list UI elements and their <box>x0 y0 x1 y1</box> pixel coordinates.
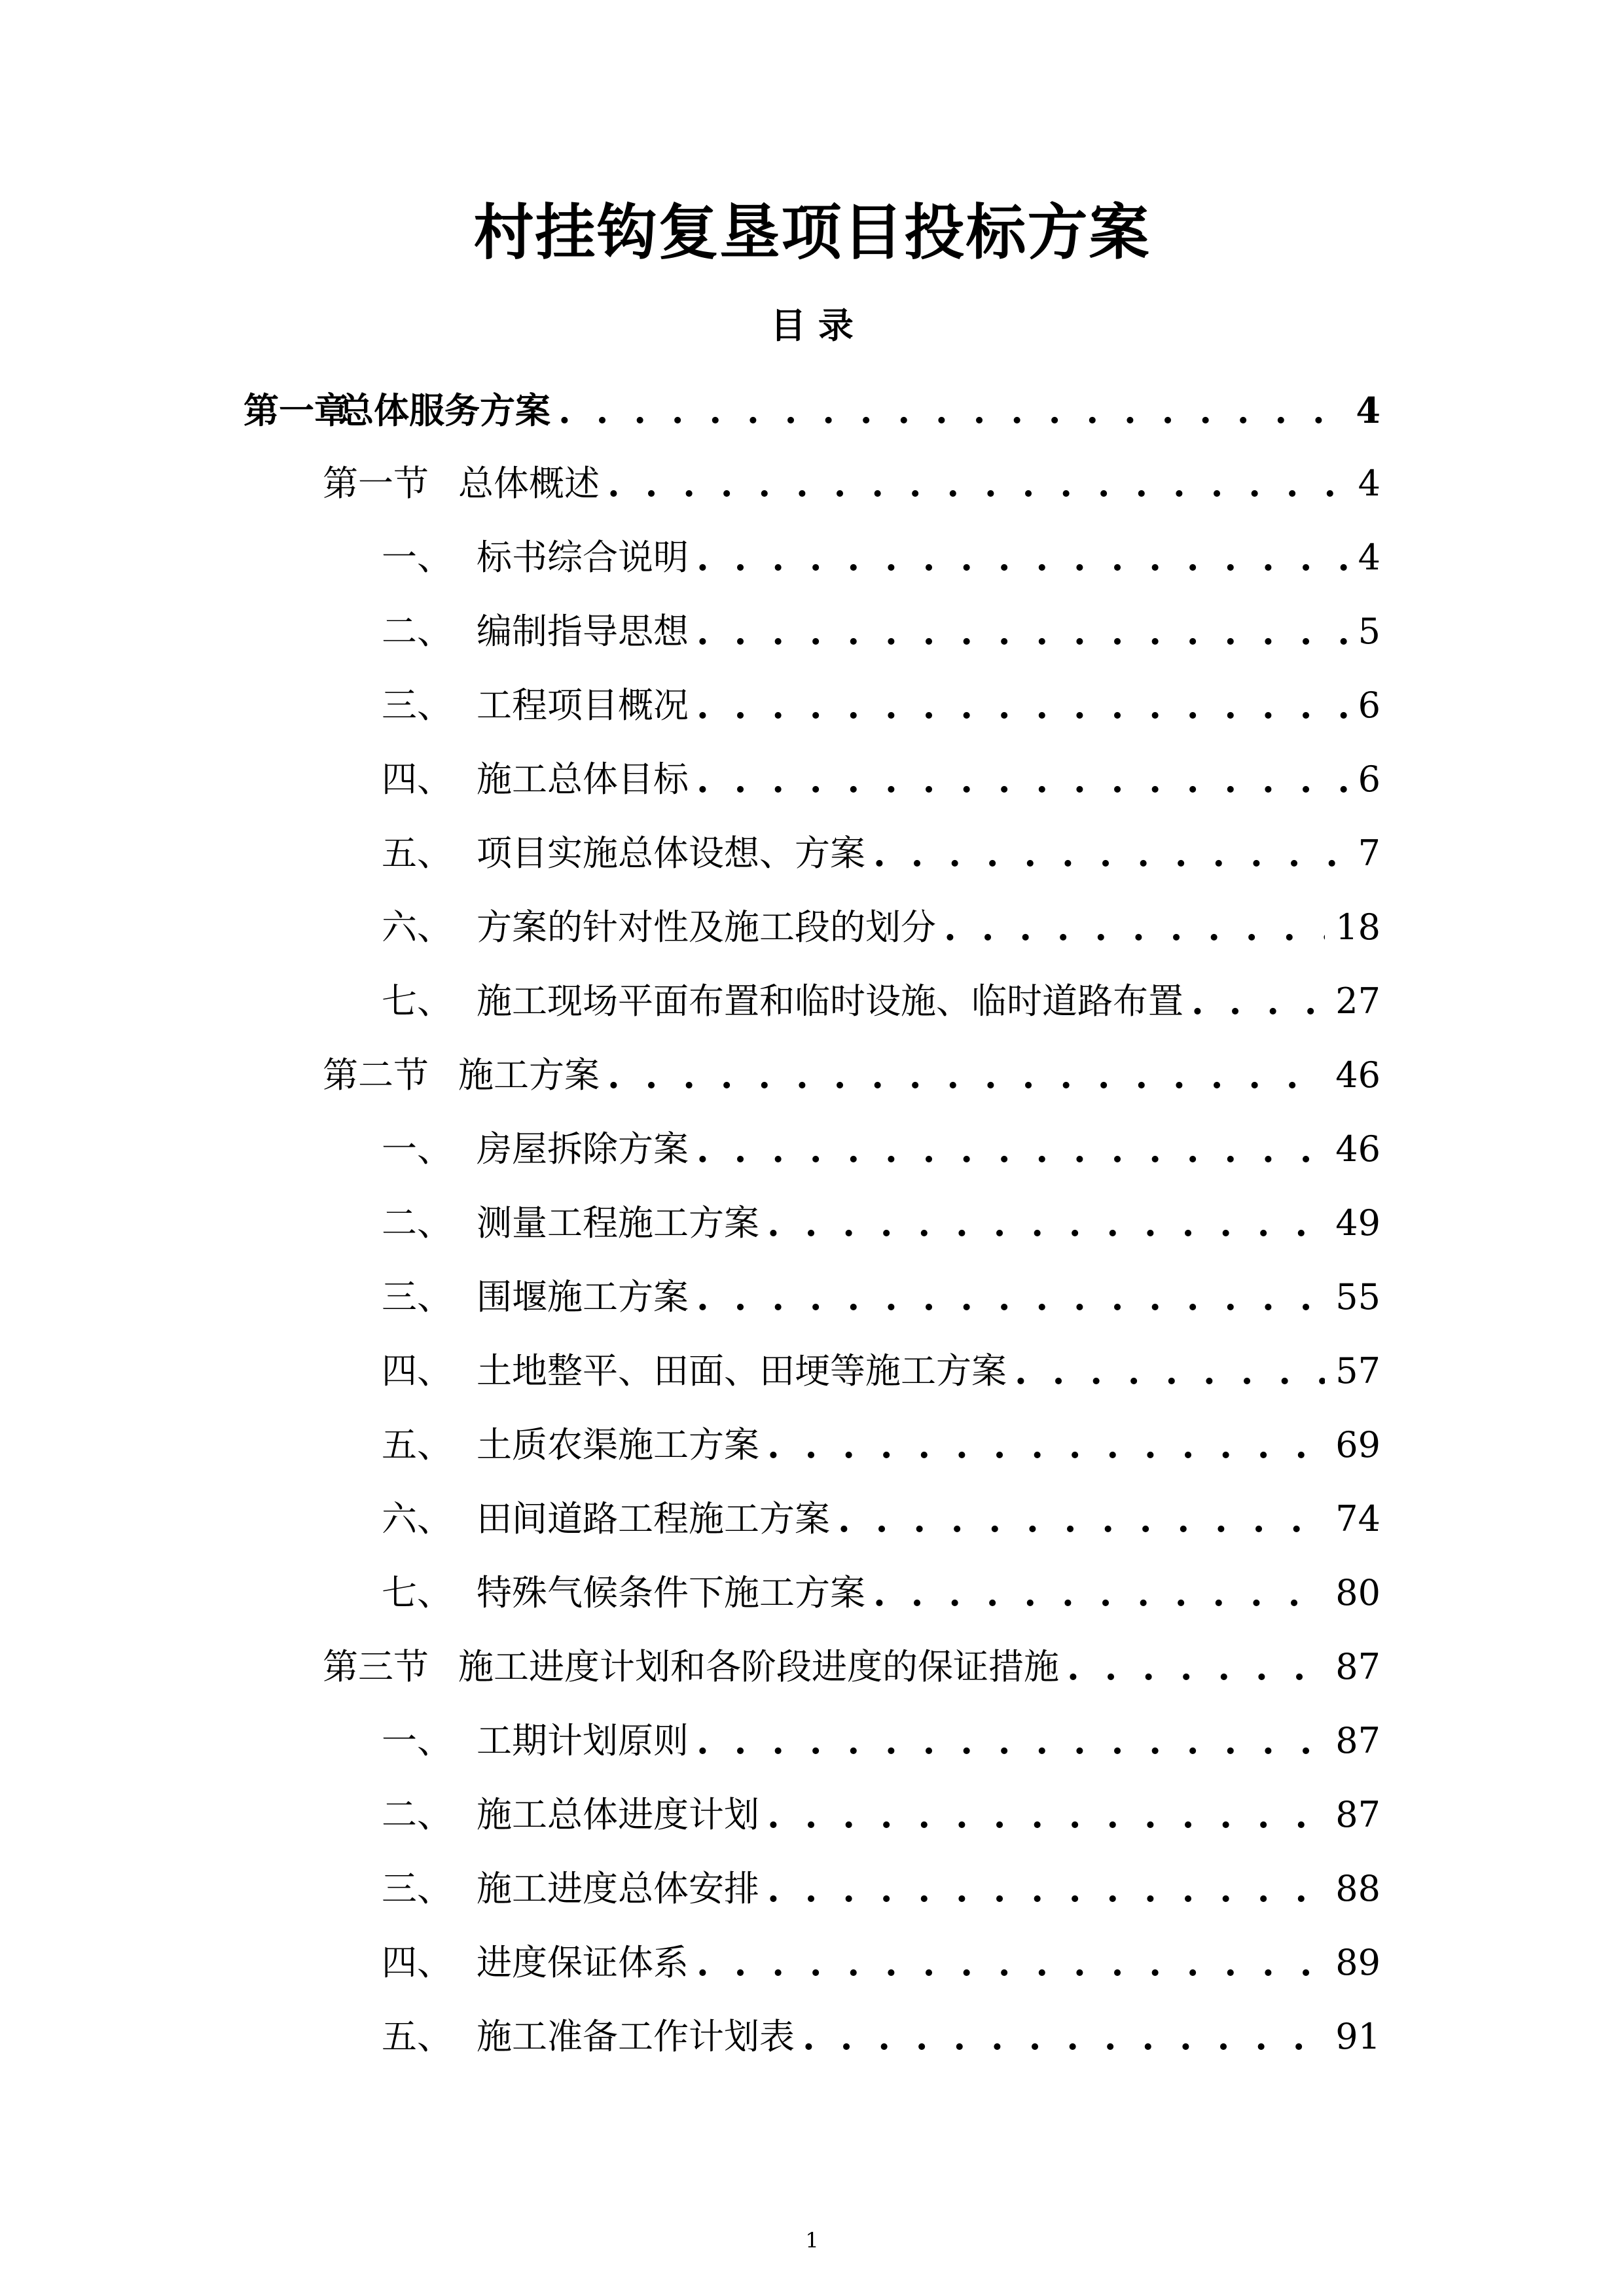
toc-dot-leader <box>696 540 1348 575</box>
toc-entry-item[interactable] <box>382 1854 1380 1907</box>
toc-entry-title: 项目实施总体设想、方案 <box>477 833 865 874</box>
toc-entry-item[interactable] <box>382 523 1380 578</box>
toc-entry-number: 二、 <box>382 1794 452 1835</box>
toc-entry-page: 80 <box>1335 1572 1380 1613</box>
toc-entry-title: 施工进度计划和各阶段进度的保证措施 <box>458 1646 1059 1687</box>
toc-entry-number: 五、 <box>382 1424 452 1465</box>
toc-entry-title: 方案的针对性及施工段的划分 <box>477 906 936 948</box>
toc-dot-leader <box>558 393 1345 428</box>
toc-entry-page: 69 <box>1335 1424 1380 1465</box>
toc-dot-leader <box>696 762 1348 797</box>
toc-entry-title: 工程项目概况 <box>477 685 689 726</box>
toc-entry-item[interactable] <box>382 745 1380 800</box>
toc-entry-page: 4 <box>1356 389 1380 431</box>
toc-entry-item[interactable] <box>382 1928 1380 1981</box>
toc-entry-item[interactable] <box>382 1115 1380 1170</box>
toc-dot-leader <box>1191 984 1325 1019</box>
toc-dot-leader <box>873 836 1348 871</box>
toc-entry-section[interactable] <box>323 1041 1380 1096</box>
toc-dot-leader <box>607 1058 1325 1093</box>
toc-entry-section[interactable] <box>323 449 1380 504</box>
toc-dot-leader <box>767 1797 1325 1833</box>
toc-entry-item[interactable] <box>382 1780 1380 1833</box>
toc-dot-leader <box>838 1501 1325 1537</box>
toc-entry-number: 六、 <box>382 1498 452 1539</box>
toc-entry-page: 89 <box>1335 1942 1380 1983</box>
toc-entry-title: 围堰施工方案 <box>477 1276 689 1318</box>
toc-entry-number: 第一节 <box>323 463 429 504</box>
toc-entry-number: 一、 <box>382 537 452 578</box>
toc-entry-item[interactable] <box>382 967 1380 1022</box>
toc-entry-number: 三、 <box>382 685 452 726</box>
toc-entry-title: 施工总体目标 <box>477 759 689 800</box>
page-number: 1 <box>805 2228 819 2253</box>
toc-entry-item[interactable] <box>382 1484 1380 1537</box>
toc-entry-number: 六、 <box>382 906 452 948</box>
toc-dot-leader <box>767 1871 1325 1907</box>
toc-entry-title: 施工总体进度计划 <box>477 1794 759 1835</box>
toc-entry-title: 总体概述 <box>458 463 600 504</box>
toc-entry-item[interactable] <box>382 1410 1380 1463</box>
toc-dot-leader <box>767 1427 1325 1463</box>
toc-dot-leader <box>1015 1354 1325 1389</box>
toc-entry-page: 6 <box>1358 759 1380 800</box>
toc-entry-title: 土地整平、田面、田埂等施工方案 <box>477 1350 1007 1391</box>
toc-dot-leader <box>696 614 1348 649</box>
toc-dot-leader <box>696 1723 1325 1759</box>
toc-dot-leader <box>873 1575 1325 1611</box>
toc-entry-item[interactable] <box>382 819 1380 874</box>
toc-entry-number: 四、 <box>382 1350 452 1391</box>
toc-entry-number: 三、 <box>382 1868 452 1909</box>
toc-dot-leader <box>1067 1649 1325 1685</box>
toc-entry-page: 49 <box>1335 1202 1380 1244</box>
toc-dot-leader <box>803 2019 1325 2054</box>
toc-dot-leader <box>767 1206 1325 1241</box>
toc-entry-page: 18 <box>1335 906 1380 948</box>
toc-entry-title: 测量工程施工方案 <box>477 1202 759 1244</box>
toc-entry-number: 五、 <box>382 2016 452 2057</box>
toc-entry-item[interactable] <box>382 1263 1380 1318</box>
toc-entry-page: 4 <box>1358 537 1380 578</box>
toc-entry-page: 46 <box>1335 1128 1380 1170</box>
toc-entry-number: 第一章 <box>244 389 350 431</box>
toc-entry-number: 第三节 <box>323 1646 429 1687</box>
toc-entry-item[interactable] <box>382 1336 1380 1389</box>
toc-entry-item[interactable] <box>382 671 1380 726</box>
toc-entry-page: 88 <box>1335 1868 1380 1909</box>
toc-entry-item[interactable] <box>382 893 1380 948</box>
toc-entry-item[interactable] <box>382 1189 1380 1244</box>
toc-entry-number: 七、 <box>382 980 452 1022</box>
toc-entry-title: 田间道路工程施工方案 <box>477 1498 830 1539</box>
toc-entry-title: 特殊气候条件下施工方案 <box>477 1572 865 1613</box>
toc-entry-title: 进度保证体系 <box>477 1942 689 1983</box>
toc-entry-page: 57 <box>1335 1350 1380 1391</box>
toc-entry-page: 4 <box>1358 463 1380 504</box>
toc-entry-page: 46 <box>1335 1054 1380 1096</box>
toc-entry-title: 编制指导思想 <box>477 611 689 652</box>
toc-dot-leader <box>696 1280 1325 1315</box>
toc-entry-item[interactable] <box>382 1558 1380 1611</box>
toc-entry-number: 一、 <box>382 1720 452 1761</box>
toc-entry-title: 施工准备工作计划表 <box>477 2016 795 2057</box>
toc-entry-number: 四、 <box>382 1942 452 1983</box>
toc-entry-title: 施工进度总体安排 <box>477 1868 759 1909</box>
toc-entry-page: 7 <box>1358 833 1380 874</box>
toc-entry-number: 七、 <box>382 1572 452 1613</box>
toc-entry-number: 一、 <box>382 1128 452 1170</box>
toc-entry-number: 四、 <box>382 759 452 800</box>
toc-entry-number: 二、 <box>382 1202 452 1244</box>
toc-entry-page: 6 <box>1358 685 1380 726</box>
toc-entry-title: 施工现场平面布置和临时设施、临时道路布置 <box>477 980 1183 1022</box>
toc-entry-page: 27 <box>1335 980 1380 1022</box>
toc-entry-section[interactable] <box>323 1632 1380 1685</box>
toc-dot-leader <box>696 1132 1325 1167</box>
toc-entry-number: 三、 <box>382 1276 452 1318</box>
toc-entry-page: 5 <box>1358 611 1380 652</box>
toc-entry-item[interactable] <box>382 2002 1380 2057</box>
toc-entry-item[interactable] <box>382 1706 1380 1759</box>
toc-entry-title: 标书综合说明 <box>477 537 689 578</box>
toc-heading: 目 录 <box>770 304 854 346</box>
toc-entry-page: 55 <box>1335 1276 1380 1318</box>
toc-entry-number: 五、 <box>382 833 452 874</box>
toc-entry-page: 74 <box>1335 1498 1380 1539</box>
toc-entry-page: 87 <box>1335 1794 1380 1835</box>
toc-dot-leader <box>607 466 1348 501</box>
toc-dot-leader <box>696 688 1348 723</box>
toc-entry-title: 土质农渠施工方案 <box>477 1424 759 1465</box>
toc-entry-page: 91 <box>1335 2016 1380 2057</box>
toc-dot-leader <box>944 910 1325 945</box>
toc-entry-page: 87 <box>1335 1646 1380 1687</box>
toc-entry-title: 总体服务方案 <box>338 389 550 431</box>
toc-entry-title: 工期计划原则 <box>477 1720 689 1761</box>
toc-entry-page: 87 <box>1335 1720 1380 1761</box>
toc-entry-title: 施工方案 <box>458 1054 600 1096</box>
toc-entry-item[interactable] <box>382 597 1380 652</box>
toc-entry-number: 第二节 <box>323 1054 429 1096</box>
toc-entry-number: 二、 <box>382 611 452 652</box>
toc-entry-chapter[interactable] <box>244 376 1380 431</box>
toc-entry-title: 房屋拆除方案 <box>477 1128 689 1170</box>
document-title: 村挂钩复垦项目投标方案 <box>473 197 1151 268</box>
toc-dot-leader <box>696 1945 1325 1981</box>
